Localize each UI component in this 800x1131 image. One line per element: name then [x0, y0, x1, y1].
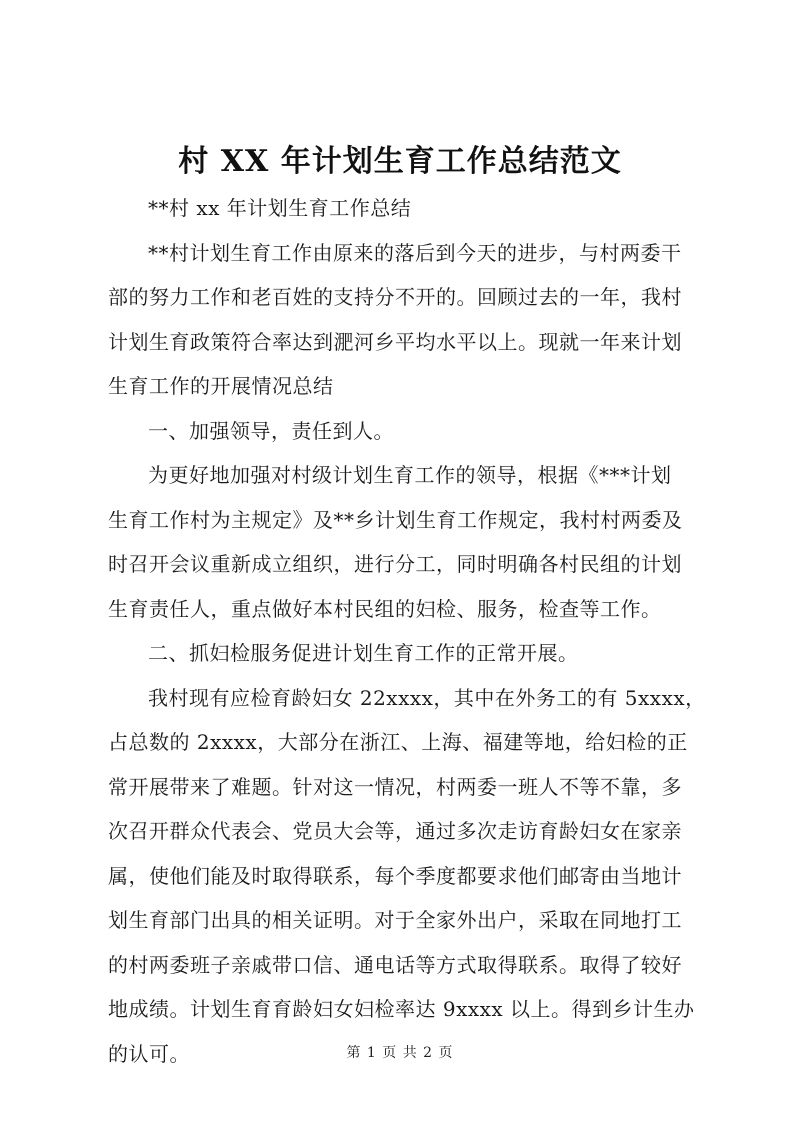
body-line: 次召开群众代表会、党员大会等，通过多次走访育龄妇女在家亲 [108, 819, 682, 843]
body-line: 划生育部门出具的相关证明。对于全家外出户，采取在同地打工 [108, 908, 682, 932]
body-line: 常开展带来了难题。针对这一情况，村两委一班人不等不靠，多 [108, 774, 682, 799]
body-line: 地成绩。计划生育育龄妇女妇检率达 9xxxx 以上。得到乡计生办 [108, 997, 695, 1021]
body-line: 计划生育政策符合率达到淝河乡平均水平以上。现就一年来计划 [108, 329, 682, 354]
body-line: 的认可。 [108, 1041, 190, 1066]
body-line: 的村两委班子亲戚带口信、通电话等方式取得联系。取得了较好 [108, 952, 682, 977]
body-line: 生育责任人，重点做好本村民组的妇检、服务，检查等工作。 [108, 596, 662, 621]
document-body [108, 186, 708, 1076]
body-line: 占总数的 2xxxx，大部分在浙江、上海、福建等地，给妇检的正 [108, 730, 688, 754]
body-line: 生育工作村为主规定》及**乡计划生育工作规定，我村村两委及 [108, 507, 683, 532]
document-title: 村 XX 年计划生育工作总结范文 [178, 144, 622, 179]
body-line: 为更好地加强对村级计划生育工作的领导，根据《***计划 [148, 463, 672, 487]
section-heading: 一、加强领导，责任到人。 [148, 418, 394, 443]
body-line: **村计划生育工作由原来的落后到今天的进步，与村两委干 [148, 240, 682, 265]
page-number-footer: 第 1 页 共 2 页 [346, 1045, 454, 1061]
body-line: 生育工作的开展情况总结 [108, 374, 334, 398]
body-line: 部的努力工作和老百姓的支持分不开的。回顾过去的一年，我村 [108, 285, 682, 309]
body-line: 时召开会议重新成立组织，进行分工，同时明确各村民组的计划 [108, 552, 682, 576]
section-heading: 二、抓妇检服务促进计划生育工作的正常开展。 [148, 641, 579, 665]
body-line: 属，使他们能及时取得联系，每个季度都要求他们邮寄由当地计 [108, 863, 682, 888]
body-line-subtitle: **村 xx 年计划生育工作总结 [148, 196, 412, 220]
body-line: 我村现有应检育龄妇女 22xxxx，其中在外务工的有 5xxxx， [148, 685, 706, 710]
